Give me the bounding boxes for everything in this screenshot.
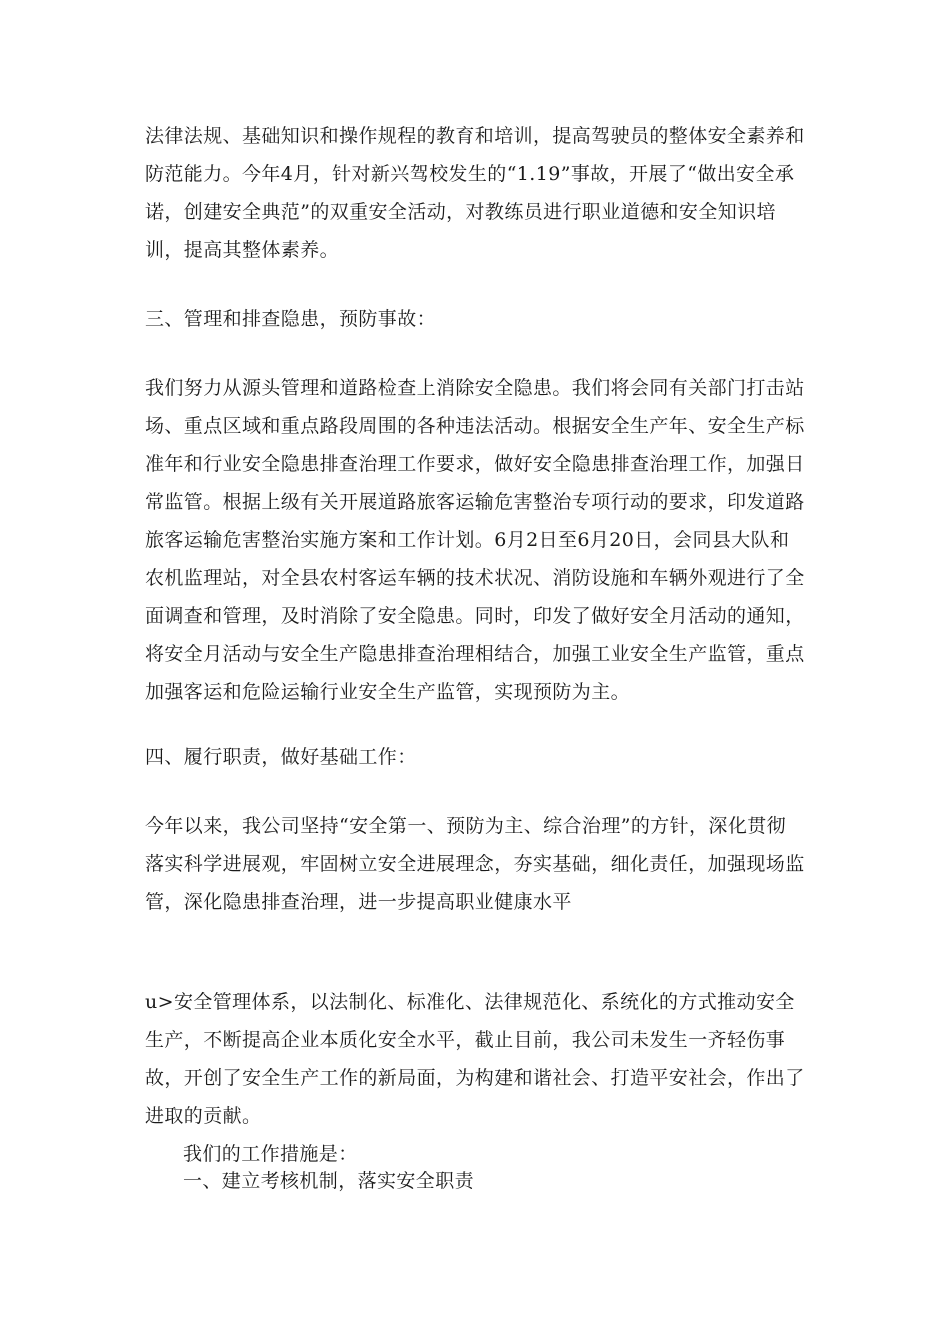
- paragraph-hazard-management: 我们努力从源头管理和道路检查上消除安全隐患。我们将会同有关部门打击站场、重点区域和重点路段周围的各种违法活动。根据安全生产年、安全生产标准年和行业安全隐患排查治理工作要求，做好安全隐患排查治理工作，加强日常监管。根据上级有关开展道路旅客运输危害整治专项行动的要求，印发道路旅客运输危害整治实施方案和工作计划。6月2日至6月20日，会同县大队和农机监理站，对全县农村客运车辆的技术状况、消防设施和车辆外观进行了全面调查和管理，及时消除了安全隐患。同时，印发了做好安全月活动的通知，将安全月活动与安全生产隐患排查治理相结合，加强工业安全生产监管，重点加强客运和危险运输行业安全生产监管，实现预防为主。: [145, 377, 805, 703]
- paragraph-safety-system: u>安全管理体系，以法制化、标准化、法律规范化、系统化的方式推动安全生产，不断提高企业本质化安全水平，截止目前，我公司未发生一齐轻伤事故，开创了安全生产工作的新局面，为构建和谐社会、打造平安社会，作出了进取的贡献。: [145, 991, 805, 1127]
- section-heading-4: 四、履行职责，做好基础工作：: [145, 746, 417, 768]
- measure-item-1: 一、建立考核机制，落实安全职责: [183, 1170, 475, 1192]
- paragraph-training: 法律法规、基础知识和操作规程的教育和培训，提高驾驶员的整体安全素养和防范能力。今年4月，针对新兴驾校发生的“1.19”事故，开展了“做出安全承诺，创建安全典范”的双重安全活动，对教练员进行职业道德和安全知识培训，提高其整体素养。: [145, 125, 805, 261]
- paragraph-fulfil-duties: 今年以来，我公司坚持“安全第一、预防为主、综合治理”的方针，深化贯彻落实科学进展观，牢固树立安全进展理念，夯实基础，细化责任，加强现场监管，深化隐患排查治理，进一步提高职业健康水平: [145, 815, 805, 913]
- section-heading-3: 三、管理和排查隐患，预防事故：: [145, 308, 437, 330]
- measures-intro: 我们的工作措施是：: [183, 1143, 358, 1165]
